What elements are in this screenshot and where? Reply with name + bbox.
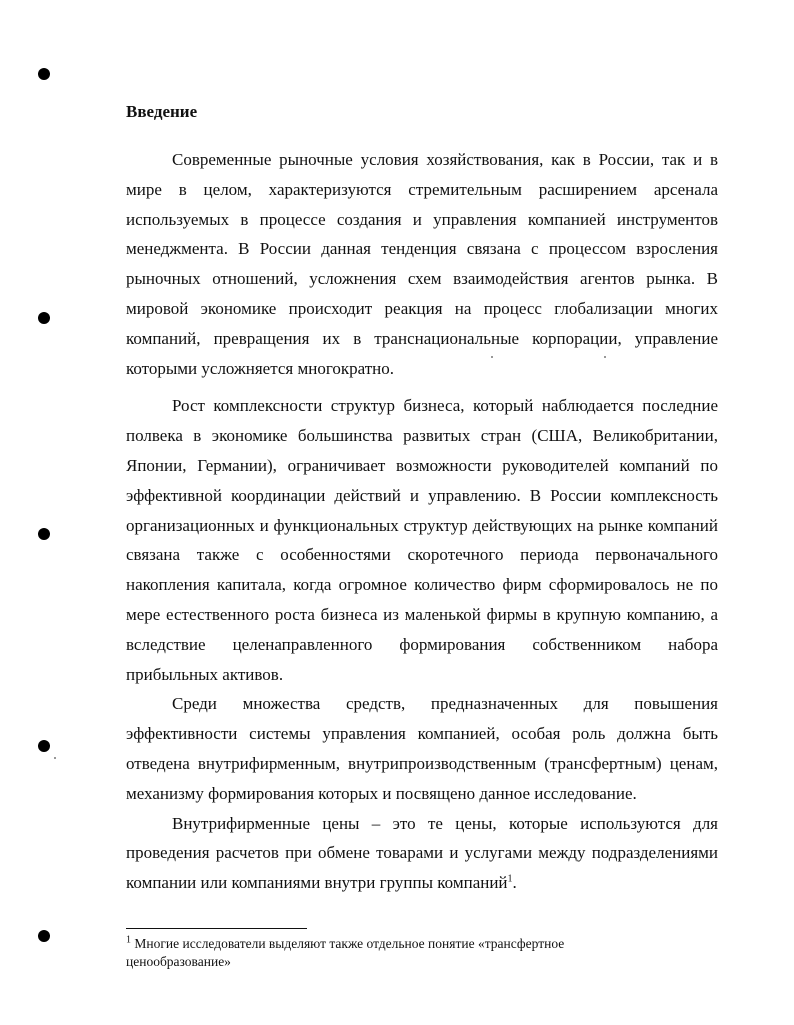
punch-hole (38, 740, 50, 752)
scan-speck (54, 757, 56, 759)
footnote-reference: 1 (507, 873, 513, 885)
paragraph: Современные рыночные условия хозяйствования, как в России, так и в мире в целом, характеризуются стремительным расширением арсенала используемых в процессе создания и управления компанией инструментов менеджмента. В России данная тенденция связана с процессом взросления рыночных отношений, усложнения схем взаимодействия агентов рынка. В мировой экономике происходит реакция на процесс глобализации многих компаний, превращения их в транснациональные корпорации, управление которыми усложняется многократно. (126, 150, 718, 378)
punch-hole (38, 930, 50, 942)
footnote-number: 1 (126, 934, 131, 946)
paragraph: Рост комплексности структур бизнеса, который наблюдается последние полвека в экономике большинства развитых стран (США, Великобритании, Японии, Германии), ограничивает возможности руководителей компаний по эффективной координации действий и управлению. В России комплексность организационных и функциональных структур действующих на рынке компаний связана также с особенностями скоротечного периода первоначального накопления капитала, когда огромное количество фирм сформировалось не по мере естественного роста бизнеса из маленькой фирмы в крупную компанию, а вследствие целенаправленного формирования собственником набора прибыльных активов. (126, 396, 718, 684)
paragraph: Среди множества средств, предназначенных для повышения эффективности системы управления компанией, особая роль должна быть отведена внутрифирменным, внутрипроизводственным (трансфертным) ценам, механизму формирования которых и посвящено данное исследование. (126, 694, 718, 803)
page-heading: Введение (126, 102, 198, 121)
footnote-separator (126, 928, 307, 929)
body-text (126, 145, 718, 898)
punch-hole (38, 312, 50, 324)
footnote-text: Многие исследователи выделяют также отдельное понятие «трансфертное ценообразование» (126, 936, 565, 969)
paragraph-text: Внутрифирменные цены – это те цены, которые используются для проведения расчетов при обмене товарами и услугами между подразделениями компании или компаниями внутри группы компаний (126, 813, 718, 893)
punch-hole (38, 68, 50, 80)
paragraph-end-punctuation: . (512, 873, 517, 893)
paragraph (126, 809, 718, 898)
footnote (126, 935, 646, 971)
punch-hole (38, 528, 50, 540)
